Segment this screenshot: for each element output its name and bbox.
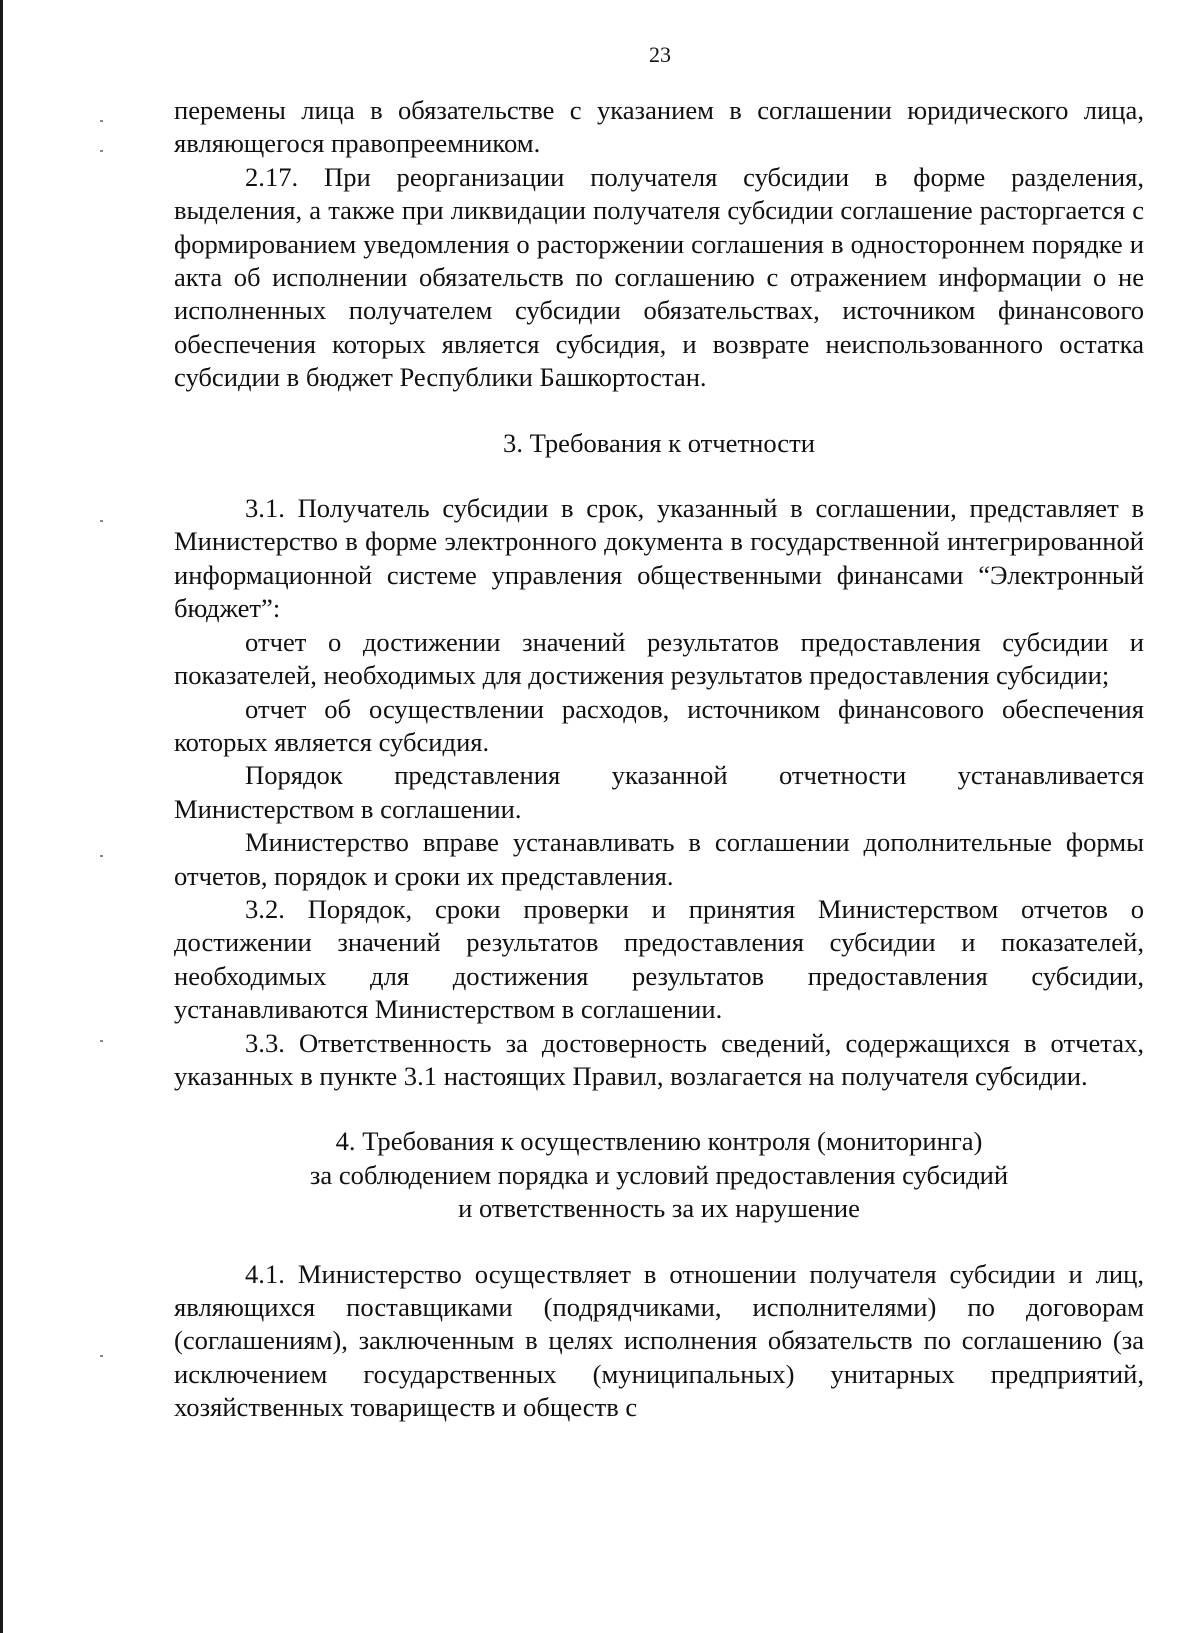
section-4-title-line-1: 4. Требования к осуществлению контроля (мониторинга) [335, 1126, 983, 1157]
paragraph-4-1: 4.1. Министерство осуществляет в отношении получателя субсидии и лиц, являющихся поставщиками (подрядчиками, исполнителями) по договорам (соглашениям), заключенным в целях исполнения обязательств по соглашению (за исключением государственных (муниципальных) унитарных предприятий, хозяйственных товариществ и обществ с [174, 1258, 1144, 1423]
paragraph-3-2: 3.2. Порядок, сроки проверки и принятия Министерством отчетов о достижении значений результатов предоставления субсидии и показателей, необходимых для достижения результатов предоставления субсидии, устанавливаются Министерством в соглашении. [174, 893, 1144, 1025]
scan-speck [100, 1040, 103, 1042]
section-4-title-line-2: за соблюдением порядка и условий предоставления субсидий [309, 1159, 1009, 1190]
paragraph-continuation: перемены лица в обязательстве с указанием в соглашении юридического лица, являющегося правопреемником. [174, 95, 1144, 159]
section-4-title-line-3: и ответственность за их нарушение [458, 1193, 860, 1224]
document-body [174, 94, 1144, 1425]
scan-border [0, 0, 3, 1633]
scan-speck [100, 1355, 103, 1357]
paragraph-report-expenses: отчет об осуществлении расходов, источником финансового обеспечения которых является субсидия. [174, 693, 1144, 757]
scan-speck [100, 150, 103, 152]
paragraph-ministry-right: Министерство вправе устанавливать в соглашении дополнительные формы отчетов, порядок и сроки их представления. [174, 827, 1144, 891]
scan-speck [100, 120, 103, 122]
scan-speck [100, 520, 103, 522]
paragraph-report-results: отчет о достижении значений результатов предоставления субсидии и показателей, необходимых для достижения результатов предоставления субсидии; [174, 626, 1144, 691]
paragraph-2-17: 2.17. При реорганизации получателя субсидии в форме разделения, выделения, а также при ликвидации получателя субсидии соглашение расторгается с формированием уведомления о расторжении соглашения в одностороннем порядке и акта об исполнении обязательств по соглашению с отражением информации о не исполненных получателем субсидии обязательствах, источником финансового обеспечения которых является субсидия, и возврате неиспользованного остатка субсидии в бюджет Республики Башкортостан. [174, 161, 1144, 393]
page-number: 23 [649, 42, 671, 67]
scan-speck [100, 855, 103, 857]
paragraph-reporting-order: Порядок представления указанной отчетности устанавливается Министерством в соглашении. [174, 760, 1144, 824]
paragraph-3-1: 3.1. Получатель субсидии в срок, указанный в соглашении, представляет в Министерство в форме электронного документа в государственной интегрированной информационной системе управления общественными финансами “Электронный бюджет”: [174, 493, 1144, 624]
paragraph-3-3: 3.3. Ответственность за достоверность сведений, содержащихся в отчетах, указанных в пункте 3.1 настоящих Правил, возлагается на получателя субсидии. [174, 1027, 1144, 1091]
section-3-title: 3. Требования к отчетности [503, 427, 815, 458]
